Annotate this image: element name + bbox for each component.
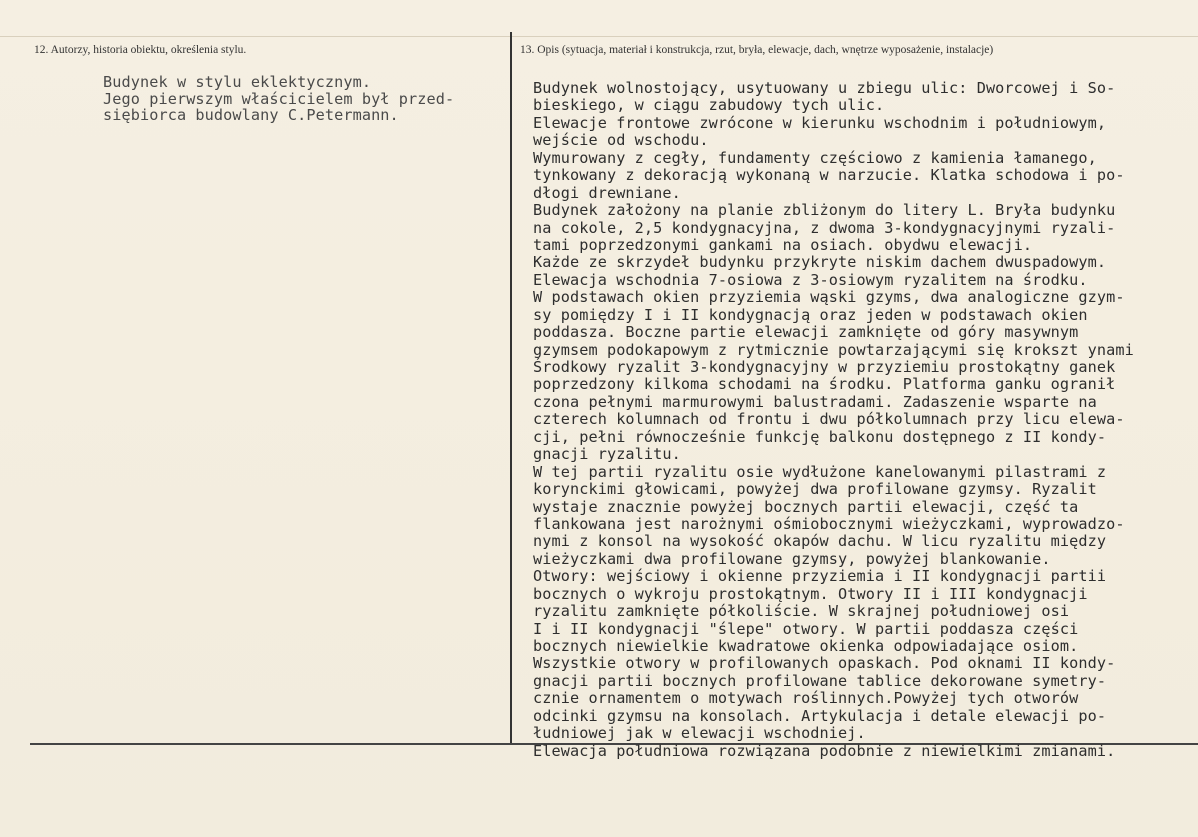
typed-line-right: wejście od wschodu. [533, 131, 709, 150]
typed-line-right: I i II kondygnacji "ślepe" otwory. W partii poddasza części [533, 619, 1079, 638]
authors-history-text [103, 74, 454, 124]
section-13-header: 13. Opis (sytuacja, materiał i konstrukcja, rzut, bryła, elewacje, dach, wnętrze wyposażenie, instalacje) [520, 44, 994, 56]
typed-line-right: bocznych niewielkie kwadratowe okienka odpowiadające osiom. [533, 637, 1079, 655]
typed-line-left: Jego pierwszym właścicielem był przed- [103, 89, 455, 108]
typed-line-right: bieskiego, w ciągu zabudowy tych ulic. [533, 96, 885, 115]
typed-line-right: korynckimi głowicami, powyżej dwa profilowane gzymsy. Ryzalit [533, 480, 1097, 499]
typed-line-right: sy pomiędzy I i II kondygnacją oraz jeden w podstawach okien [533, 305, 1088, 324]
typed-line-right: wieżyczkami dwa profilowane gzymsy, powyżej blankowanie. [533, 549, 1051, 568]
typed-line-right: bocznych o wykroju prostokątnym. Otwory II i III kondygnacji [533, 584, 1088, 603]
typed-line-right: czona pełnymi marmurowymi balustradami. Zadaszenie wsparte na [533, 392, 1097, 411]
top-rule [0, 36, 1198, 37]
typed-line-right: tami poprzedzonymi gankami na osiach. obydwu elewacji. [533, 235, 1033, 254]
typed-line-left: siębiorca budowlany C.Petermann. [103, 106, 399, 124]
typed-line-right: cznie ornamentem o motywach roślinnych.Powyżej tych otworów [533, 689, 1079, 708]
typed-line-right: dłogi drewniane. [533, 183, 681, 202]
typed-line-right: odcinki gzymsu na konsolach. Artykulacja i detale elewacji po- [533, 706, 1107, 725]
typed-line-right: Budynek wolnostojący, usytuowany u zbiegu ulic: Dworcowej i So- [533, 79, 1116, 97]
typed-line-right: cji, pełni równocześnie funkcję balkonu dostępnego z II kondy- [533, 427, 1107, 446]
typed-line-right: W podstawach okien przyziemia wąski gzyms, dwa analogiczne gzym- [533, 288, 1125, 307]
typed-line-right: flankowana jest narożnymi ośmiobocznymi wieżyczkami, wyprowadzo- [533, 514, 1125, 533]
typed-line-right: tynkowany z dekoracją wykonaną w narzucie. Klatka schodowa i po- [533, 166, 1125, 185]
typed-line-right: nymi z konsol na wysokość okapów dachu. W licu ryzalitu między [533, 532, 1107, 551]
typed-line-right: ryzalitu zamknięte półkoliście. W skrajnej południowej osi [533, 602, 1070, 621]
column-divider [510, 32, 512, 744]
typed-line-right: poprzedzony kilkoma schodami na środku. Platforma ganku ogranił [533, 375, 1116, 394]
typed-line-right: gzymsem podokapowym z rytmicznie powtarzającymi się krokszt ynami [533, 340, 1134, 359]
typed-line-left: Budynek w stylu eklektycznym. [103, 73, 372, 91]
typed-line-right: W tej partii ryzalitu osie wydłużone kanelowanymi pilastrami z [533, 462, 1107, 481]
typed-line-right: Elewacje frontowe zwrócone w kierunku wschodnim i południowym, [533, 113, 1107, 132]
typed-line-right: Otwory: wejściowy i okienne przyziemia i II kondygnacji partii [533, 567, 1107, 586]
typed-line-right: na cokole, 2,5 kondygnacyjna, z dwoma 3-kondygnacyjnymi ryzali- [533, 218, 1116, 237]
typed-line-right: Elewacja południowa rozwiązana podobnie z niewielkimi zmianami. [533, 741, 1116, 760]
typed-line-right: czterech kolumnach od frontu i dwu półkolumnach przy licu elewa- [533, 410, 1125, 429]
typed-line-right: Wymurowany z cegły, fundamenty częściowo z kamienia łamanego, [533, 148, 1097, 167]
typed-line-right: gnacji partii bocznych profilowane tablice dekorowane symetry- [533, 671, 1107, 690]
section-12-header: 12. Autorzy, historia obiektu, określenia stylu. [34, 44, 247, 56]
typed-line-right: Każde ze skrzydeł budynku przykryte niskim dachem dwuspadowym. [533, 253, 1107, 272]
typed-line-right: Budynek założony na planie zbliżonym do litery L. Bryła budynku [533, 201, 1116, 220]
typed-line-right: Elewacja wschodnia 7-osiowa z 3-osiowym ryzalitem na środku. [533, 270, 1088, 289]
typed-line-right: wystaje znacznie powyżej bocznych partii elewacji, część ta [533, 497, 1079, 516]
description-text [533, 80, 1134, 760]
typed-line-right: łudniowej jak w elewacji wschodniej. [533, 724, 866, 743]
typed-line-right: Wszystkie otwory w profilowanych opaskach. Pod oknami II kondy- [533, 654, 1116, 673]
typed-line-right: Środkowy ryzalit 3-kondygnacyjny w przyziemiu prostokątny ganek [533, 358, 1116, 376]
typed-line-right: poddasza. Boczne partie elewacji zamknięte od góry masywnym [533, 323, 1079, 342]
typed-line-right: gnacji ryzalitu. [533, 445, 681, 464]
